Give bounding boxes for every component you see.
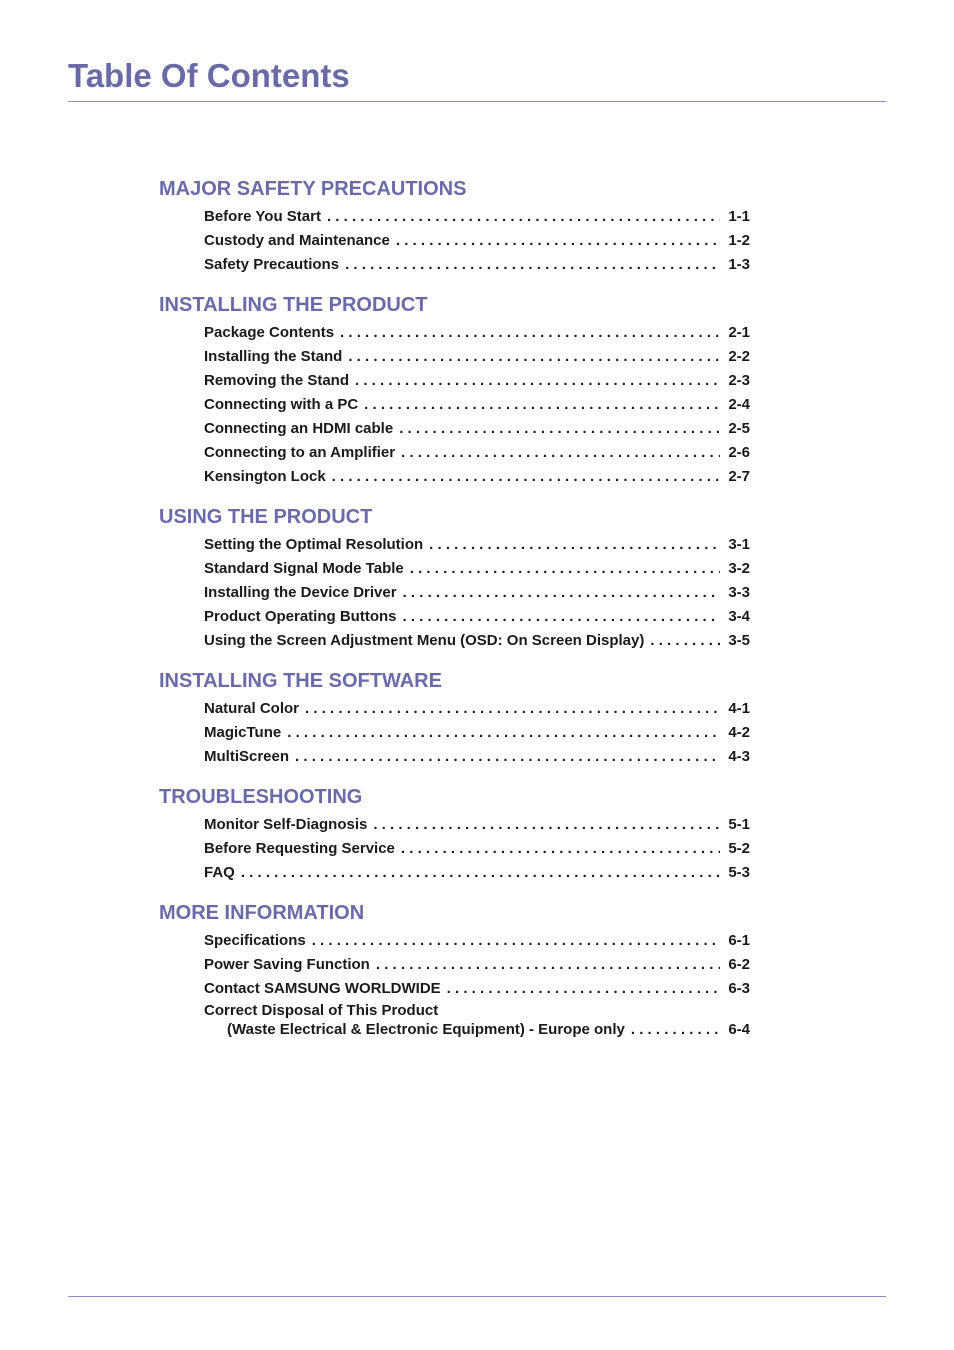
- toc-entry-page: 4-3: [728, 748, 750, 765]
- toc-entry-page: 2-7: [728, 468, 750, 485]
- dot-leader: [348, 345, 720, 369]
- toc-entry-page: 3-3: [728, 584, 750, 601]
- toc-entry-label: Power Saving Function: [204, 956, 370, 973]
- toc-entry-page: 6-4: [728, 1021, 750, 1038]
- toc-entry-label: Package Contents: [204, 324, 335, 341]
- toc-entry-label: Using the Screen Adjustment Menu (OSD: On Screen Display): [204, 632, 645, 649]
- toc-entry-page: 3-4: [728, 608, 750, 625]
- dot-leader: [429, 533, 720, 557]
- dot-leader: [312, 929, 721, 953]
- toc-entry[interactable]: [204, 441, 750, 465]
- toc-entry-label: Removing the Stand: [204, 372, 350, 389]
- toc-entry[interactable]: [204, 629, 750, 653]
- dot-leader: [401, 441, 720, 465]
- toc-entry-sublabel: (Waste Electrical & Electronic Equipment) - Europe only: [227, 1021, 625, 1038]
- toc-entry-label: Connecting an HDMI cable: [204, 420, 394, 437]
- toc-entry-page: 3-2: [728, 560, 750, 577]
- dot-leader: [287, 721, 720, 745]
- toc-entry-label: Safety Precautions: [204, 256, 340, 273]
- toc-entry[interactable]: [204, 229, 750, 253]
- toc-entry[interactable]: [204, 929, 750, 953]
- dot-leader: [345, 253, 720, 277]
- toc-section-more-information: [159, 899, 759, 1039]
- toc-entry-page: 1-1: [728, 208, 750, 225]
- toc-entry-label: Custody and Maintenance: [204, 232, 390, 249]
- toc-entry-label: Kensington Lock: [204, 468, 326, 485]
- dot-leader: [376, 953, 720, 977]
- toc-entry[interactable]: [204, 253, 750, 277]
- toc-entry-label: FAQ: [204, 864, 235, 881]
- toc-section-major-safety-precautions: [159, 175, 759, 277]
- section-entries: [204, 929, 750, 1039]
- footer-divider: [68, 1296, 886, 1297]
- toc-entry-page: 5-1: [728, 816, 750, 833]
- toc-entry[interactable]: [204, 465, 750, 489]
- dot-leader: [340, 321, 720, 345]
- toc-entry-page: 6-1: [728, 932, 750, 949]
- toc-entry[interactable]: [204, 321, 750, 345]
- toc-entry[interactable]: [204, 605, 750, 629]
- toc-entry-label: Correct Disposal of This Product: [204, 1002, 439, 1019]
- dot-leader: [327, 205, 720, 229]
- toc-entry-label: MagicTune: [204, 724, 282, 741]
- toc-entry[interactable]: [204, 581, 750, 605]
- dot-leader: [355, 369, 720, 393]
- toc-entry-page: 5-3: [728, 864, 750, 881]
- section-entries: [204, 205, 750, 277]
- toc-entry[interactable]: [204, 393, 750, 417]
- section-heading[interactable]: TROUBLESHOOTING: [159, 786, 363, 808]
- toc-section-troubleshooting: [159, 783, 759, 885]
- dot-leader: [410, 557, 721, 581]
- toc-entry-page: 2-5: [728, 420, 750, 437]
- toc-entry[interactable]: [204, 813, 750, 837]
- toc-entry-label: Standard Signal Mode Table: [204, 560, 404, 577]
- dot-leader: [399, 417, 720, 441]
- toc-entry[interactable]: [204, 369, 750, 393]
- toc-entry[interactable]: [204, 745, 750, 769]
- toc-entry-label: Natural Color: [204, 700, 300, 717]
- toc-entry-page: 5-2: [728, 840, 750, 857]
- toc-entry[interactable]: [204, 345, 750, 369]
- section-heading[interactable]: INSTALLING THE PRODUCT: [159, 294, 428, 316]
- toc-entry-page: 2-4: [728, 396, 750, 413]
- toc-entry[interactable]: [204, 721, 750, 745]
- toc-entry-label: Product Operating Buttons: [204, 608, 397, 625]
- toc-entry-label: Connecting to an Amplifier: [204, 444, 396, 461]
- toc-entry-page: 2-6: [728, 444, 750, 461]
- dot-leader: [364, 393, 720, 417]
- table-of-contents: [159, 175, 759, 1053]
- toc-entry-label: Installing the Stand: [204, 348, 343, 365]
- section-entries: [204, 813, 750, 885]
- toc-entry-page: 2-2: [728, 348, 750, 365]
- toc-entry-label: Before You Start: [204, 208, 321, 225]
- toc-entry-page: 4-1: [728, 700, 750, 717]
- toc-entry-page: 4-2: [728, 724, 750, 741]
- toc-entry-page: 6-2: [728, 956, 750, 973]
- toc-entry-page: 1-2: [728, 232, 750, 249]
- dot-leader: [305, 697, 720, 721]
- toc-section-using-the-product: [159, 503, 759, 653]
- toc-entry[interactable]: [204, 417, 750, 441]
- toc-entry-label: Contact SAMSUNG WORLDWIDE: [204, 980, 441, 997]
- dot-leader: [447, 977, 721, 1001]
- toc-entry[interactable]: [204, 837, 750, 861]
- toc-entry[interactable]: [204, 533, 750, 557]
- toc-entry[interactable]: [204, 977, 750, 1001]
- dot-leader: [403, 581, 721, 605]
- section-heading[interactable]: MORE INFORMATION: [159, 902, 365, 924]
- dot-leader: [332, 465, 721, 489]
- section-heading[interactable]: USING THE PRODUCT: [159, 506, 373, 528]
- dot-leader: [401, 837, 720, 861]
- toc-section-installing-the-product: [159, 291, 759, 489]
- page-title: Table Of Contents: [68, 57, 350, 94]
- section-heading[interactable]: INSTALLING THE SOFTWARE: [159, 670, 442, 692]
- dot-leader: [373, 813, 720, 837]
- toc-entry-label: Setting the Optimal Resolution: [204, 536, 424, 553]
- toc-entry-label: MultiScreen: [204, 748, 290, 765]
- toc-entry-page: 3-1: [728, 536, 750, 553]
- toc-entry-page: 6-3: [728, 980, 750, 997]
- toc-entry-label: Monitor Self-Diagnosis: [204, 816, 368, 833]
- section-heading[interactable]: MAJOR SAFETY PRECAUTIONS: [159, 178, 467, 200]
- toc-entry[interactable]: [204, 557, 750, 581]
- toc-entry-sublabel-row: [227, 1020, 750, 1039]
- dot-leader: [295, 745, 720, 769]
- toc-entry-label: Before Requesting Service: [204, 840, 395, 857]
- section-entries: [204, 321, 750, 489]
- toc-entry-multiline[interactable]: [204, 1001, 750, 1039]
- toc-entry-page: 1-3: [728, 256, 750, 273]
- toc-entry-label: Installing the Device Driver: [204, 584, 397, 601]
- toc-entry[interactable]: [204, 205, 750, 229]
- dot-leader: [241, 861, 720, 885]
- dot-leader: [396, 229, 720, 253]
- toc-entry-label: Connecting with a PC: [204, 396, 359, 413]
- toc-entry-label: Specifications: [204, 932, 306, 949]
- toc-entry-page: 2-3: [728, 372, 750, 389]
- toc-entry-page: 2-1: [728, 324, 750, 341]
- toc-entry-page: 3-5: [728, 632, 750, 649]
- toc-entry[interactable]: [204, 953, 750, 977]
- title-divider: [68, 101, 886, 102]
- dot-leader: [650, 629, 720, 653]
- toc-section-installing-the-software: [159, 667, 759, 769]
- section-entries: [204, 697, 750, 769]
- dot-leader: [403, 605, 721, 629]
- section-entries: [204, 533, 750, 653]
- toc-entry[interactable]: [204, 697, 750, 721]
- toc-entry[interactable]: [204, 861, 750, 885]
- dot-leader: [631, 1020, 720, 1039]
